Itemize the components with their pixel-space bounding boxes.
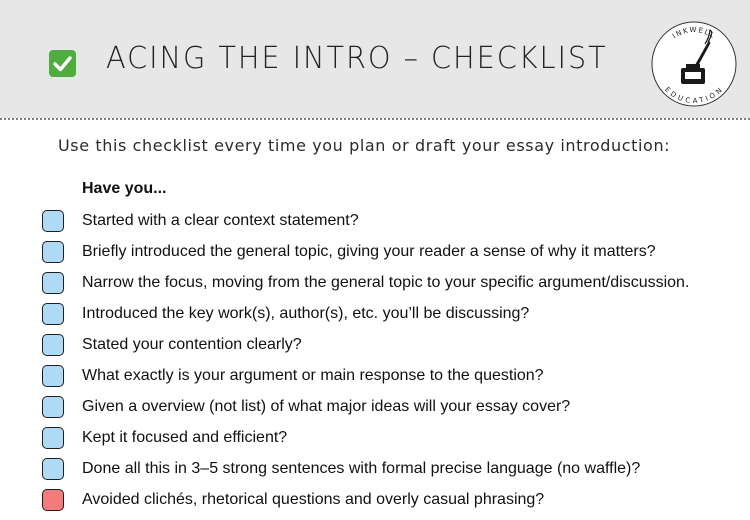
checklist-item-text: Done all this in 3–5 strong sentences with formal precise language (no waffle)? xyxy=(82,460,641,477)
checkbox[interactable] xyxy=(42,241,64,263)
checkbox[interactable] xyxy=(42,365,64,387)
checkbox[interactable] xyxy=(42,427,64,449)
checklist xyxy=(42,206,742,516)
checklist-item xyxy=(42,330,742,361)
header-divider xyxy=(0,118,750,120)
checkbox[interactable] xyxy=(42,210,64,232)
checkbox[interactable] xyxy=(42,334,64,356)
checklist-heading: Have you... xyxy=(82,180,167,197)
checklist-item-text: Kept it focused and efficient? xyxy=(82,429,288,446)
checklist-item xyxy=(42,299,742,330)
checkbox-warning[interactable] xyxy=(42,489,64,511)
page-title: ACING THE INTRO – CHECKLIST xyxy=(106,41,608,76)
checklist-item xyxy=(42,454,742,485)
checkbox[interactable] xyxy=(42,458,64,480)
logo-text-bottom: EDUCATION xyxy=(663,85,725,106)
checklist-item xyxy=(42,268,742,299)
checklist-item-text: Avoided clichés, rhetorical questions and overly casual phrasing? xyxy=(82,491,545,508)
checkbox[interactable] xyxy=(42,396,64,418)
checklist-item xyxy=(42,485,742,516)
checklist-item-text: Introduced the key work(s), author(s), etc. you’ll be discussing? xyxy=(82,305,530,322)
checklist-item-text: Started with a clear context statement? xyxy=(82,212,359,229)
check-mark-icon xyxy=(49,50,76,77)
checklist-item-text: Given a overview (not list) of what major ideas will your essay cover? xyxy=(82,398,571,415)
checkbox[interactable] xyxy=(42,303,64,325)
checklist-item xyxy=(42,237,742,268)
checklist-item xyxy=(42,423,742,454)
checklist-item xyxy=(42,392,742,423)
checklist-item-text: Narrow the focus, moving from the general topic to your specific argument/discussion. xyxy=(82,274,690,291)
checklist-item-text: Briefly introduced the general topic, giving your reader a sense of why it matters? xyxy=(82,243,656,260)
inkwell-education-logo xyxy=(648,18,740,110)
checklist-item xyxy=(42,206,742,237)
logo-text-top: INKWELL xyxy=(671,25,717,41)
checkbox[interactable] xyxy=(42,272,64,294)
checklist-item xyxy=(42,361,742,392)
checklist-item-text: What exactly is your argument or main response to the question? xyxy=(82,367,544,384)
header-banner xyxy=(0,0,750,118)
intro-text: Use this checklist every time you plan or draft your essay introduction: xyxy=(58,136,671,155)
checklist-item-text: Stated your contention clearly? xyxy=(82,336,302,353)
